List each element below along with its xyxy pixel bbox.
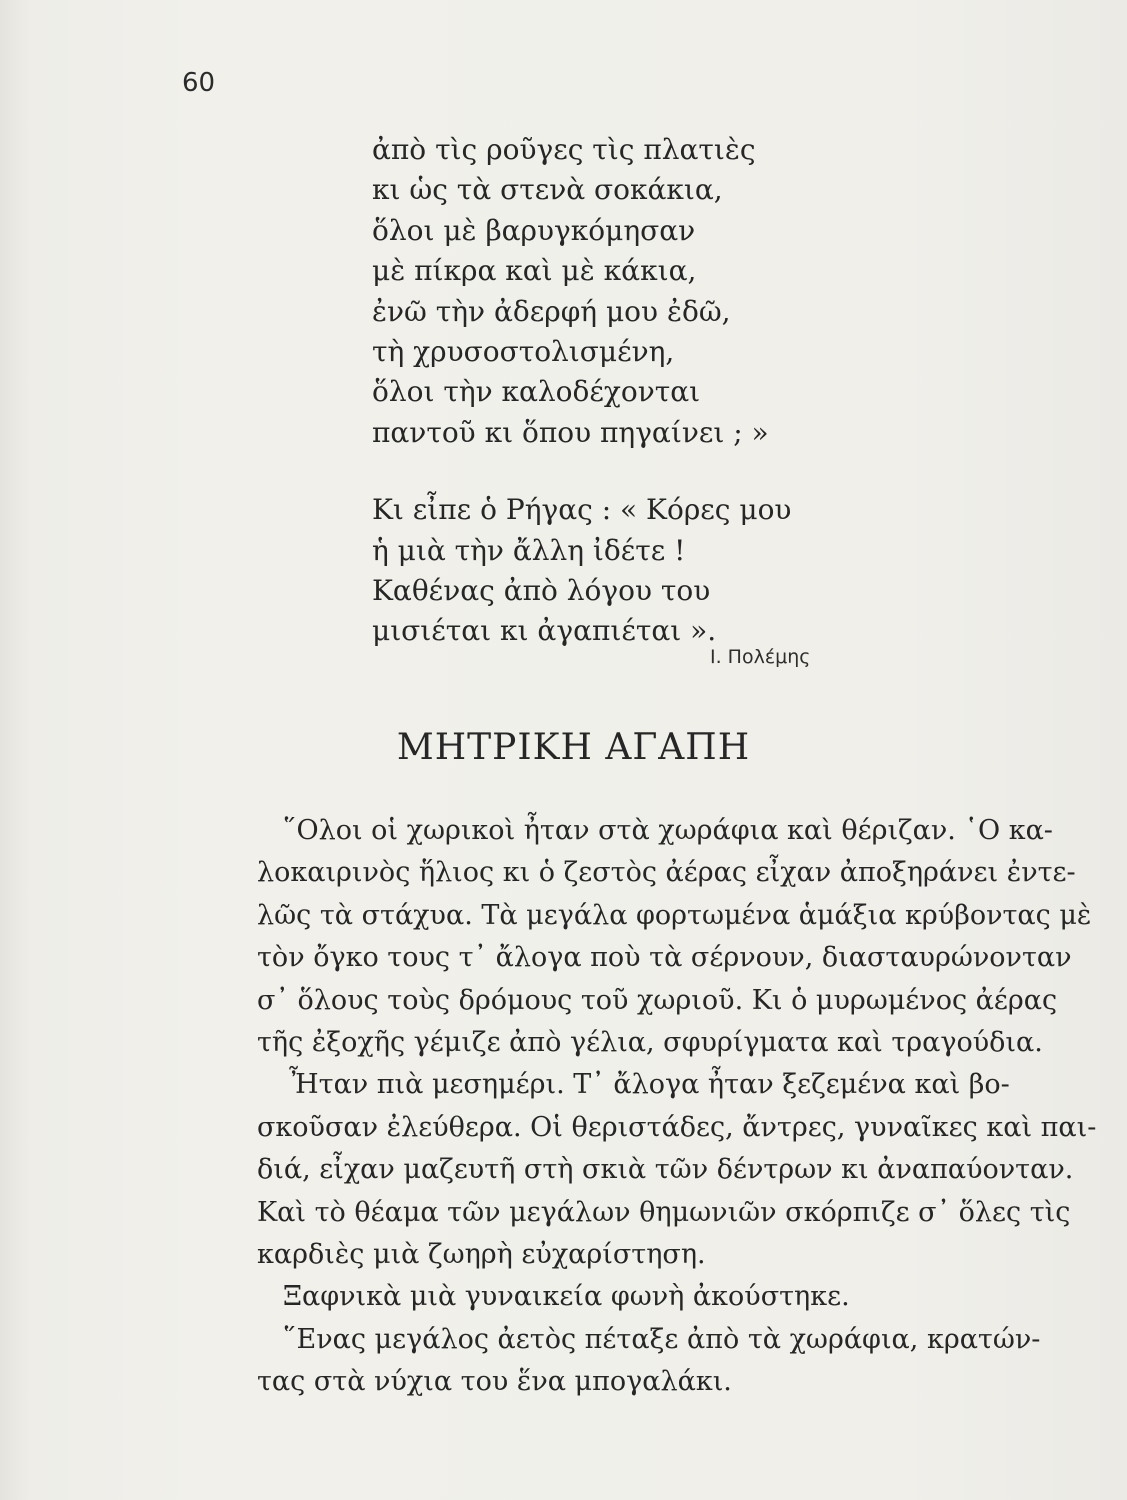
text-line: καρδιὲς μιὰ ζωηρὴ εὐχαρίστηση.	[257, 1238, 706, 1270]
poem-line: Καθένας ἀπὸ λόγου του	[372, 573, 711, 607]
poem-line: ὅλοι τὴν καλοδέχονται	[372, 375, 701, 409]
poem-line: ἐνῶ τὴν ἀδερφή μου ἐδῶ,	[372, 294, 731, 328]
text-line: τῆς ἐξοχῆς γέμιζε ἀπὸ γέλια, σφυρίγματα καὶ τραγούδια.	[257, 1026, 1043, 1058]
stanza-gap	[372, 453, 892, 490]
poem-line: ἡ μιὰ τὴν ἄλλη ἰδέτε !	[372, 533, 686, 567]
text-line: τὸν ὄγκο τους τ᾽ ἄλογα ποὺ τὰ σέρνουν, διασταυρώνονταν	[257, 942, 1072, 974]
poem-author: Ι. Πολέμης	[710, 646, 811, 668]
poem-line: ἀπὸ τὶς ροῦγες τὶς πλατιὲς	[372, 133, 756, 166]
poem-line: Κι εἶπε ὁ Ρήγας : « Κόρες μου	[372, 493, 792, 527]
poem-line: ὅλοι μὲ βαρυγκόμησαν	[372, 213, 696, 247]
poem-line: παντοῦ κι ὅπου πηγαίνει ; »	[372, 415, 769, 449]
text-line: σ᾽ ὅλους τοὺς δρόμους τοῦ χωριοῦ. Κι ὁ μυρωμένος ἀέρας	[257, 984, 1058, 1016]
text-line: ῞Ενας μεγάλος ἀετὸς πέταξε ἀπὸ τὰ χωράφια, κρατών-	[283, 1323, 1041, 1355]
text-line: λῶς τὰ στάχυα. Τὰ μεγάλα φορτωμένα ἁμάξια κρύβοντας μὲ	[257, 899, 1092, 931]
text-line: σκοῦσαν ἐλεύθερα. Οἱ θεριστάδες, ἄντρες, γυναῖκες καὶ παι-	[257, 1111, 1097, 1143]
poem-line: μὲ πίκρα καὶ μὲ κάκια,	[372, 254, 697, 288]
text-line: διά, εἶχαν μαζευτῆ στὴ σκιὰ τῶν δέντρων κι ἀναπαύονταν.	[257, 1154, 1074, 1186]
text-line: λοκαιρινὸς ἥλιος κι ὁ ζεστὸς ἀέρας εἶχαν ἀποξηράνει ἐντε-	[257, 857, 1076, 889]
poem-line: μισιέται κι ἀγαπιέται ».	[372, 614, 717, 648]
text-line: Ἦταν πιὰ μεσημέρι. Τ᾽ ἄλογα ἦταν ξεζεμένα καὶ βο-	[289, 1069, 1010, 1101]
text-line: ῞Ολοι οἱ χωρικοὶ ἦταν στὰ χωράφια καὶ θέριζαν. ῾Ο κα-	[283, 815, 1053, 846]
text-line: Ξαφνικὰ μιὰ γυναικεία φωνὴ ἀκούστηκε.	[283, 1281, 850, 1313]
text-line: Καὶ τὸ θέαμα τῶν μεγάλων θημωνιῶν σκόρπιζε σ᾽ ὅλες τὶς	[257, 1196, 1071, 1228]
page-number: 60	[182, 68, 216, 98]
text-line: τας στὰ νύχια του ἕνα μπογαλάκι.	[257, 1366, 732, 1398]
poem	[372, 130, 892, 652]
poem-line: κι ὡς τὰ στενὰ σοκάκια,	[372, 173, 723, 207]
story-text	[257, 810, 1097, 1403]
poem-line: τὴ χρυσοστολισμένη,	[372, 334, 675, 368]
story-title: ΜΗΤΡΙΚΗ ΑΓΑΠΗ	[396, 727, 751, 768]
